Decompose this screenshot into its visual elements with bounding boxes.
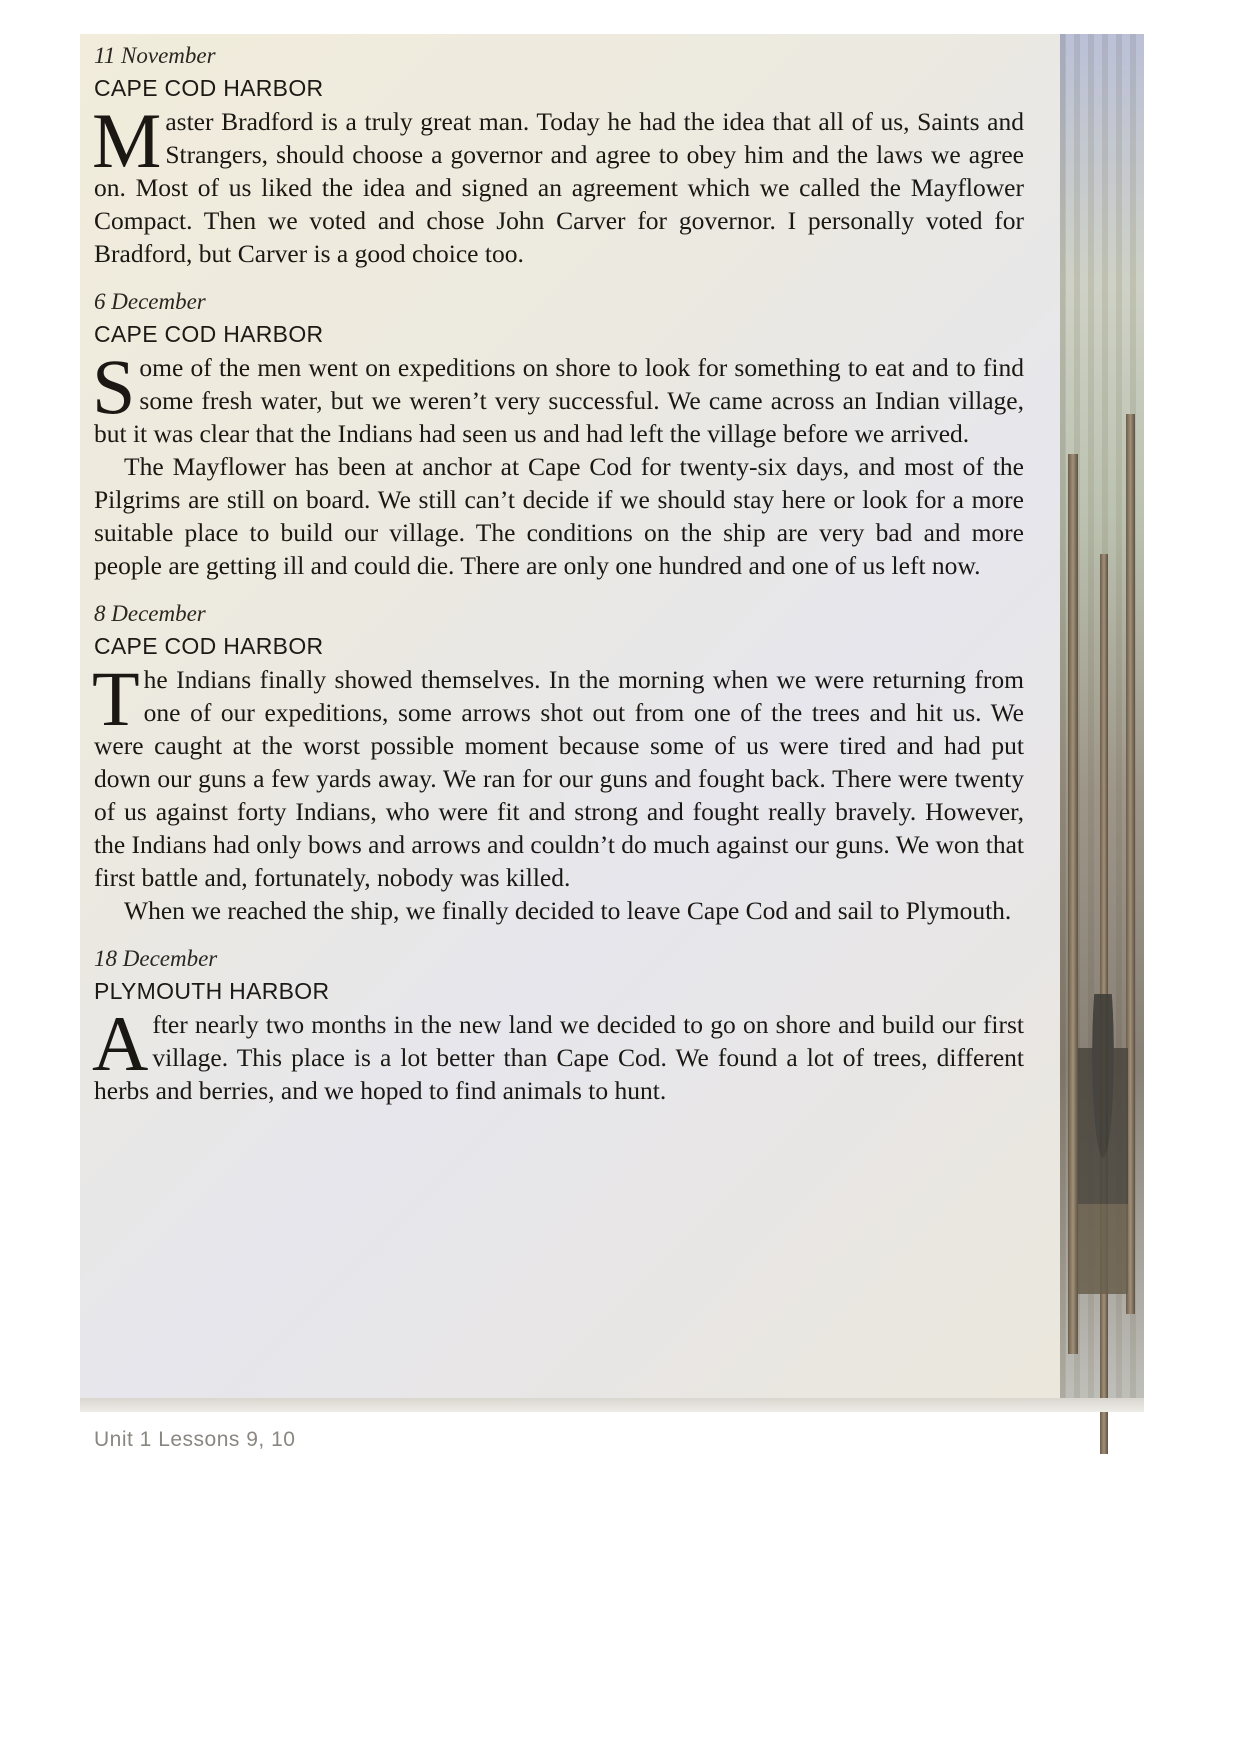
entry-place: CAPE COD HARBOR <box>94 321 324 347</box>
page-bottom-edge <box>80 1398 1144 1412</box>
forest-illustration <box>1060 34 1144 1412</box>
diary-entry <box>94 943 1024 1107</box>
entry-paragraph <box>92 97 1024 270</box>
tree-trunk <box>1068 454 1078 1354</box>
diary-entry <box>94 40 1024 270</box>
entry-paragraph <box>92 655 1024 894</box>
drop-cap: A <box>92 1000 149 1087</box>
paragraph-text: he Indians finally showed themselves. In the morning when we were returning from one of our expeditions, some arrows shot out from one of the trees and hit us. We were caught at the worst possible moment because some of us were tired and had put down our guns a few yards away. We ran for our guns and fought back. There were twenty of us against forty Indians, who were fit and strong and fought really bravely. However, the Indians had only bows and arrows and couldn’t do much against our guns. We won that first battle and, fortunately, nobody was killed. <box>94 665 1024 892</box>
entry-place: CAPE COD HARBOR <box>94 75 324 101</box>
drop-cap: M <box>92 97 162 184</box>
entry-date: 18 December <box>94 946 218 971</box>
drop-cap: S <box>92 343 136 430</box>
entry-date: 8 December <box>94 601 206 626</box>
entry-place: CAPE COD HARBOR <box>94 633 324 659</box>
diary-entry <box>94 286 1024 582</box>
paragraph-text: aster Bradford is a truly great man. Today he had the idea that all of us, Saints and Strangers, should choose a governor and agree to obey him and the laws we agree on. Most of us liked the idea and signed an agreement which we called the Mayflower Compact. Then we voted and chose John Carver for governor. I personally voted for Bradford, but Carver is a good choice too. <box>94 107 1024 268</box>
entry-date: 6 December <box>94 289 206 314</box>
paragraph-text: fter nearly two months in the new land we decided to go on shore and build our first village. This place is a lot better than Cape Cod. We found a lot of trees, different herbs and berries, and we hoped to find animals to hunt. <box>94 1010 1024 1105</box>
entry-paragraph <box>92 343 1024 450</box>
entry-date: 11 November <box>94 43 216 68</box>
entry-paragraph: When we reached the ship, we finally decided to leave Cape Cod and sail to Plymouth. <box>124 896 1012 925</box>
pilgrim-figure <box>1078 994 1128 1294</box>
entry-paragraph: The Mayflower has been at anchor at Cape Cod for twenty-six days, and most of the Pilgrims are still on board. We still can’t decide if we should stay here or look for a more suitable place to build our village. The conditions on the ship are very bad and more people are getting ill and could die. There are only one hundred and one of us left now. <box>94 452 1024 580</box>
diary-text <box>94 40 1024 1123</box>
entry-place: PLYMOUTH HARBOR <box>94 978 330 1004</box>
entry-paragraph <box>92 1000 1024 1107</box>
page-footer: Unit 1 Lessons 9, 10 <box>94 1428 296 1451</box>
paragraph-text: ome of the men went on expeditions on shore to look for something to eat and to find some fresh water, but we weren’t very successful. We came across an Indian village, but it was clear that the Indians had seen us and had left the village before we arrived. <box>94 353 1024 448</box>
diary-entry <box>94 598 1024 927</box>
drop-cap: T <box>92 655 140 742</box>
